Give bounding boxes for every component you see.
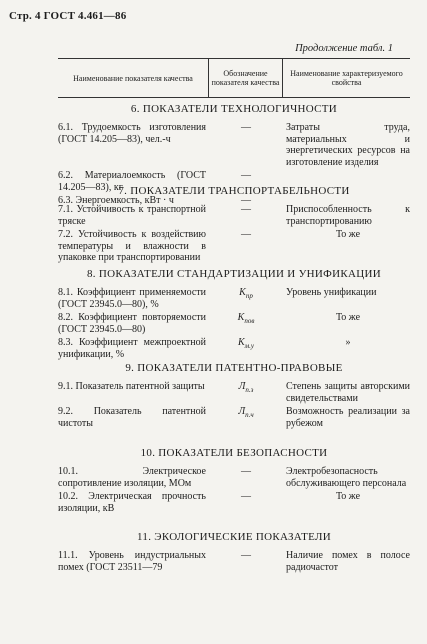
symbol-subscript: м.у [244, 342, 254, 350]
section-title: 8. ПОКАЗАТЕЛИ СТАНДАРТИЗАЦИИ И УНИФИКАЦИИ [86, 268, 382, 280]
column-header-symbol: Обозначение показателя качества [209, 59, 283, 97]
table-row [58, 337, 410, 360]
symbol-subscript: пов [244, 317, 255, 325]
table-row [58, 312, 410, 335]
indicator-name: 6.3. Энергоемкость, кВт · ч [58, 195, 174, 206]
table-continuation-label: Продолжение табл. 1 [295, 43, 393, 54]
indicator-name: 6.2. Материалоемкость (ГОСТ 14.205—83), кг [58, 170, 206, 193]
symbol-letter: $Л_{п.ч}$ [238, 406, 254, 419]
section [58, 185, 410, 266]
symbol-subscript: пр [245, 292, 253, 300]
characterized-property: То же [335, 491, 361, 502]
indicator-name: 8.3. Коэффициент межпроектной унификации, % [58, 337, 206, 360]
symbol-letter: $K_{м.у}$ [238, 337, 254, 350]
table-row [58, 204, 410, 227]
section [58, 531, 410, 575]
characterized-property: То же [335, 312, 361, 323]
indicator-symbol [206, 287, 286, 310]
indicator-symbol: — [241, 491, 251, 502]
symbol-letter: $K_{пов}$ [237, 312, 255, 325]
table-header [58, 59, 410, 98]
indicator-symbol: — [241, 122, 251, 133]
section-title: 7. ПОКАЗАТЕЛИ ТРАНСПОРТАБЕЛЬНОСТИ [118, 185, 350, 197]
quality-indicators-table [58, 58, 410, 98]
indicator-name: 6.1. Трудоемкость изготовления (ГОСТ 14.205—83), чел.-ч [58, 122, 206, 145]
characterized-property: Наличие помех в полосе радиочастот [286, 550, 410, 573]
table-row [58, 122, 410, 168]
indicator-symbol [206, 381, 286, 404]
indicator-symbol: — [241, 466, 251, 477]
indicator-symbol: — [241, 229, 251, 240]
table-row [58, 466, 410, 489]
indicator-name: 7.2. Устойчивость к воздействию температуры и влажности в упаковке при транспортировании [58, 229, 206, 263]
table-row [58, 550, 410, 573]
indicator-symbol [206, 337, 286, 360]
characterized-property: » [345, 337, 351, 348]
characterized-property: Приспособленность к транспортированию [286, 204, 410, 227]
symbol-letter: $Л_{п.з}$ [238, 381, 254, 394]
indicator-name: 10.1. Электрическое сопротивление изоляции, МОм [58, 466, 206, 489]
indicator-symbol [206, 312, 286, 335]
symbol-subscript: п.ч [245, 411, 254, 419]
page-header: Стр. 4 ГОСТ 4.461—86 [9, 10, 127, 22]
characterized-property: То же [335, 229, 361, 240]
characterized-property: Степень защиты авторскими свидетельствами [286, 381, 410, 404]
indicator-symbol: — [241, 550, 251, 561]
section-title: 10. ПОКАЗАТЕЛИ БЕЗОПАСНОСТИ [140, 447, 328, 459]
indicator-symbol: — [241, 170, 251, 181]
indicator-name: 9.1. Показатель патентной защиты [58, 381, 205, 392]
table-row [58, 491, 410, 514]
column-header-name: Наименование показателя качества [58, 59, 209, 97]
indicator-symbol: — [241, 195, 251, 206]
table-row [58, 229, 410, 264]
section [58, 447, 410, 516]
characterized-property: Затраты труда, материальных и энергетических ресурсов на изготовление изделия [286, 122, 410, 168]
section-title: 6. ПОКАЗАТЕЛИ ТЕХНОЛОГИЧНОСТИ [130, 103, 338, 115]
indicator-name: 9.2. Показатель патентной чистоты [58, 406, 206, 429]
symbol-subscript: п.з [245, 386, 254, 394]
section [58, 268, 410, 362]
indicator-symbol: — [241, 204, 251, 215]
characterized-property: Возможность реализации за рубежом [286, 406, 410, 429]
table-row [58, 406, 410, 429]
characterized-property: Уровень унификации [286, 287, 377, 298]
indicator-name: 10.2. Электрическая прочность изоляции, кВ [58, 491, 206, 514]
symbol-letter: $K_{пр}$ [239, 287, 253, 300]
section-title: 11. ЭКОЛОГИЧЕСКИЕ ПОКАЗАТЕЛИ [137, 531, 331, 543]
section-title: 9. ПОКАЗАТЕЛИ ПАТЕНТНО-ПРАВОВЫЕ [125, 362, 343, 374]
section [58, 362, 410, 431]
column-header-feature: Наименование характеризуемого свойства [290, 69, 403, 87]
indicator-name: 8.1. Коэффициент применяемости (ГОСТ 23945.0—80), % [58, 287, 206, 310]
indicator-symbol [206, 406, 286, 429]
characterized-property: Электробезопасность обслуживающего персонала [286, 466, 407, 489]
indicator-name: 7.1. Устойчивость к транспортной тряске [58, 204, 206, 227]
indicator-name: 11.1. Уровень индустриальных помех (ГОСТ 23511—79 [58, 550, 206, 573]
table-row [58, 381, 410, 404]
table-row [58, 287, 410, 310]
indicator-name: 8.2. Коэффициент повторяемости (ГОСТ 23945.0—80) [58, 312, 206, 335]
